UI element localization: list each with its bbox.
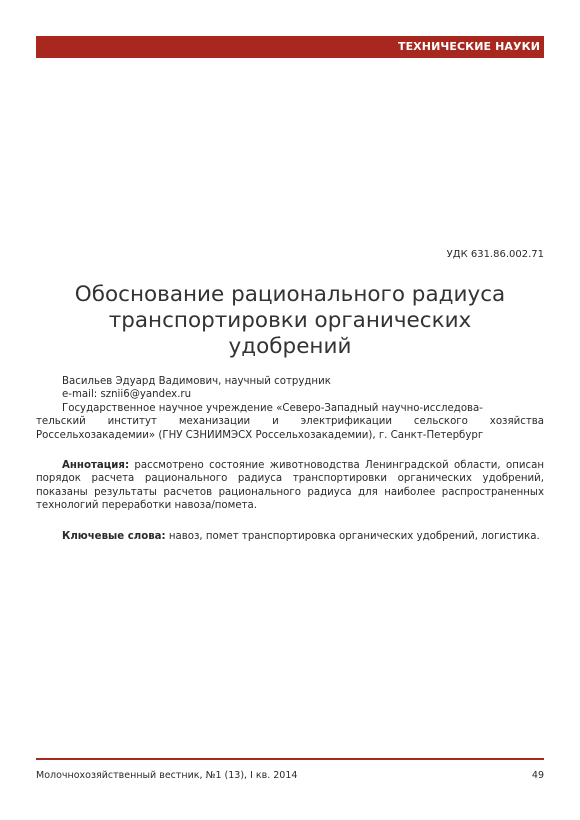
article-title [36,282,544,360]
abstract-text: рассмотрено состояние животноводства Ленинградской области, описан порядок расчета рационального радиуса транспортировки органических удобрений, показаны результаты расчетов рационального радиуса для наиболее распространенных технологий переработки навоза/помета. [36,460,544,512]
abstract-label: Аннотация: [62,460,130,471]
author-block [36,375,544,442]
footer-journal: Молочнохозяйственный вестник, №1 (13), I кв. 2014 [36,770,298,781]
affiliation-rest: тельский институт механизации и электрификации сельского хозяйства Россельхозакадемии» (ГНУ СЗНИИМЭСХ Россельхозакадемии), г. Санкт-Петербург [36,416,544,441]
section-banner [36,36,544,58]
keywords-text: навоз, помет транспортировка органических удобрений, логистика. [165,531,540,542]
author-email: e-mail: szniі6@yandex.ru [62,389,192,401]
page-number: 49 [531,770,544,781]
title-line: транспортировки органических [108,308,472,333]
footer-divider [36,758,544,760]
title-line: удобрений [228,334,352,359]
section-label: ТЕХНИЧЕСКИЕ НАУКИ [397,40,540,53]
affiliation-first-line: Государственное научное учреждение «Северо-Западный научно-исследова- [62,402,483,414]
udc-code: УДК 631.86.002.71 [446,249,544,260]
abstract-paragraph [36,459,544,513]
keywords-paragraph [36,530,544,543]
author-name: Васильев Эдуард Вадимович, научный сотрудник [62,376,331,387]
keywords-label: Ключевые слова: [62,531,166,542]
title-line: Обоснование рационального радиуса [74,282,506,307]
